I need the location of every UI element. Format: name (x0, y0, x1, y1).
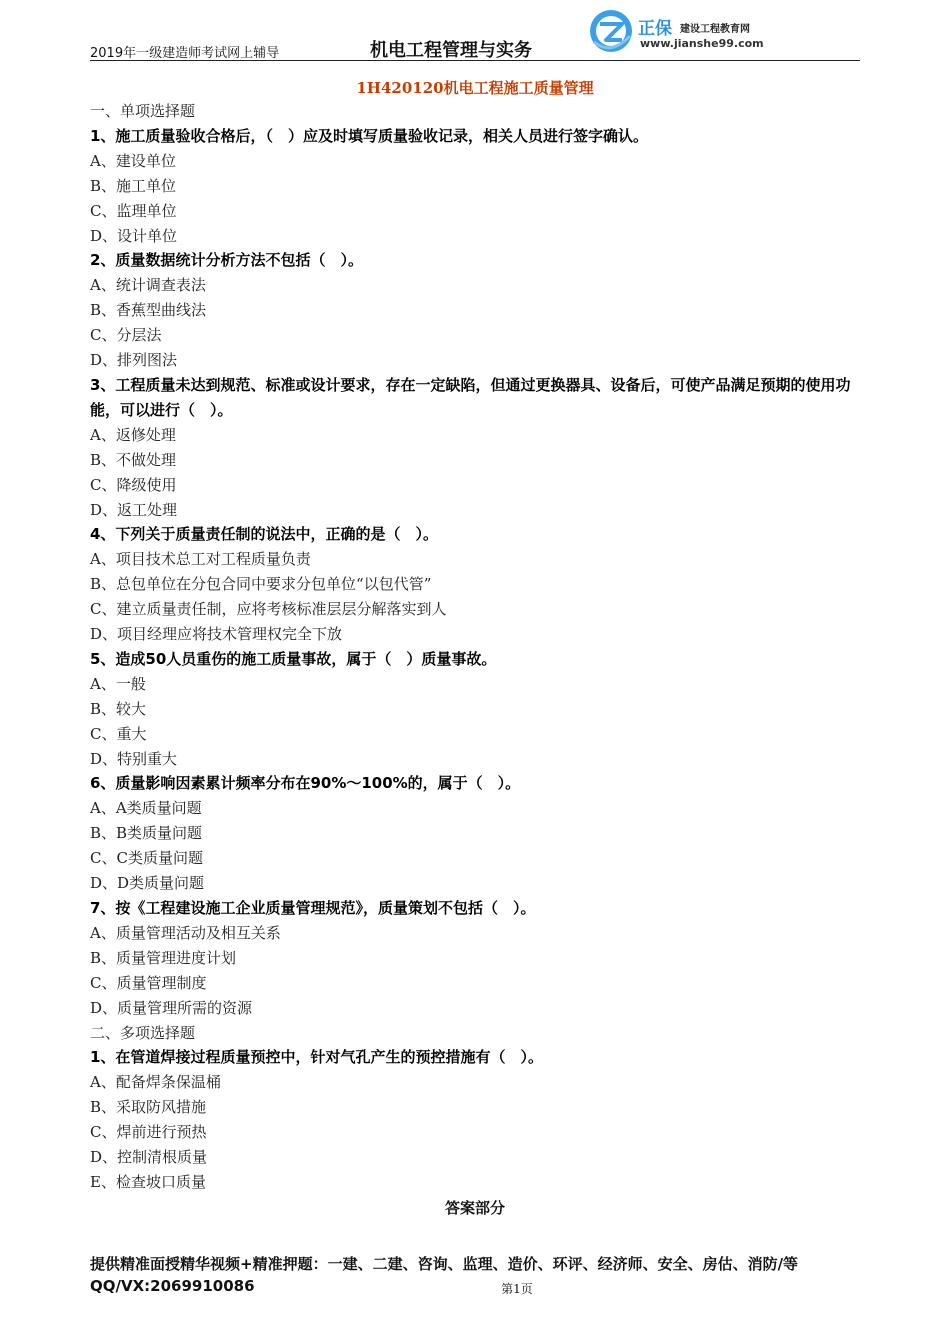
question-stem: 5、造成50人员重伤的施工质量事故，属于（ ）质量事故。 (90, 649, 497, 668)
zhengbao-logo-icon (588, 8, 634, 54)
option-d: D、控制清根质量 (90, 1148, 208, 1167)
logo-brand-text: 正保 (638, 19, 672, 39)
footer-contact-text: QQ/VX:2069910086 (90, 1277, 255, 1295)
question-stem: 6、质量影响因素累计频率分布在90%～100%的，属于（ ）。 (90, 774, 521, 793)
footer-promo-text: 提供精准面授精华视频+精准押题：一建、二建、咨询、监理、造价、环评、经济师、安全、房估、消防/等 (90, 1255, 799, 1273)
option-b: B、B类质量问题 (90, 824, 203, 843)
option-c: C、分层法 (90, 326, 162, 345)
option-d: D、设计单位 (90, 226, 178, 245)
option-e: E、检查坡口质量 (90, 1172, 206, 1191)
brand-logo (588, 6, 788, 56)
option-d: D、特别重大 (90, 749, 178, 768)
option-a: A、A类质量问题 (90, 799, 202, 818)
option-c: C、质量管理制度 (90, 973, 207, 992)
option-a: A、建设单位 (90, 151, 176, 170)
question-stem: 4、下列关于质量责任制的说法中，正确的是（ ）。 (90, 525, 438, 544)
option-d: D、排列图法 (90, 351, 178, 370)
option-b: B、总包单位在分包合同中要求分包单位“以包代管” (90, 575, 432, 594)
option-b: B、不做处理 (90, 450, 177, 469)
option-a: A、统计调查表法 (90, 276, 206, 295)
option-c: C、建立质量责任制，应将考核标准层层分解落实到人 (90, 600, 447, 619)
option-c: C、焊前进行预热 (90, 1123, 207, 1142)
question-stem: 7、按《工程建设施工企业质量管理规范》，质量策划不包括（ ）。 (90, 899, 536, 917)
page-header (90, 6, 860, 61)
logo-subtitle-text: 建设工程教育网 (680, 24, 750, 35)
option-b: B、质量管理进度计划 (90, 948, 237, 967)
section-heading-single-choice: 一、单项选择题 (90, 102, 196, 120)
option-a: A、一般 (90, 674, 146, 693)
question-stem: 2、质量数据统计分析方法不包括（ ）。 (90, 251, 363, 270)
option-d: D、返工处理 (90, 500, 178, 519)
option-c: C、C类质量问题 (90, 849, 203, 868)
document-title: 1H420120机电工程施工质量管理 (356, 79, 594, 97)
option-a: A、质量管理活动及相互关系 (90, 923, 281, 942)
option-d: D、D类质量问题 (90, 874, 205, 893)
option-b: B、香蕉型曲线法 (90, 301, 207, 320)
question-stem: 1、施工质量验收合格后，（ ）应及时填写质量验收记录，相关人员进行签字确认。 (90, 126, 648, 145)
option-a: A、返修处理 (90, 425, 176, 444)
option-b: B、采取防风措施 (90, 1098, 207, 1117)
option-a: A、配备焊条保温桶 (90, 1073, 221, 1092)
question-stem: 3、工程质量未达到规范、标准或设计要求，存在一定缺陷，但通过更换器具、设备后，可使产品满足预期的使用功能，可以进行（ ）。 (90, 375, 851, 419)
option-c: C、降级使用 (90, 475, 177, 494)
page-number: 第1页 (501, 1282, 533, 1296)
question-list (90, 99, 865, 1195)
option-d: D、项目经理应将技术管理权完全下放 (90, 625, 343, 644)
option-d: D、质量管理所需的资源 (90, 998, 253, 1017)
option-c: C、重大 (90, 724, 147, 743)
header-exam-title: 2019年一级建造师考试网上辅导 (90, 46, 280, 61)
option-b: B、较大 (90, 699, 147, 718)
section-heading-multiple-choice: 二、多项选择题 (90, 1023, 196, 1042)
option-b: B、施工单位 (90, 176, 177, 195)
header-subject-title: 机电工程管理与实务 (370, 40, 532, 61)
answer-section-heading: 答案部分 (444, 1199, 505, 1217)
question-stem: 1、在管道焊接过程质量预控中，针对气孔产生的预控措施有（ ）。 (90, 1048, 543, 1067)
option-c: C、监理单位 (90, 201, 177, 220)
logo-url-text: www.jianshe99.com (640, 37, 764, 50)
option-a: A、项目技术总工对工程质量负责 (90, 550, 311, 569)
